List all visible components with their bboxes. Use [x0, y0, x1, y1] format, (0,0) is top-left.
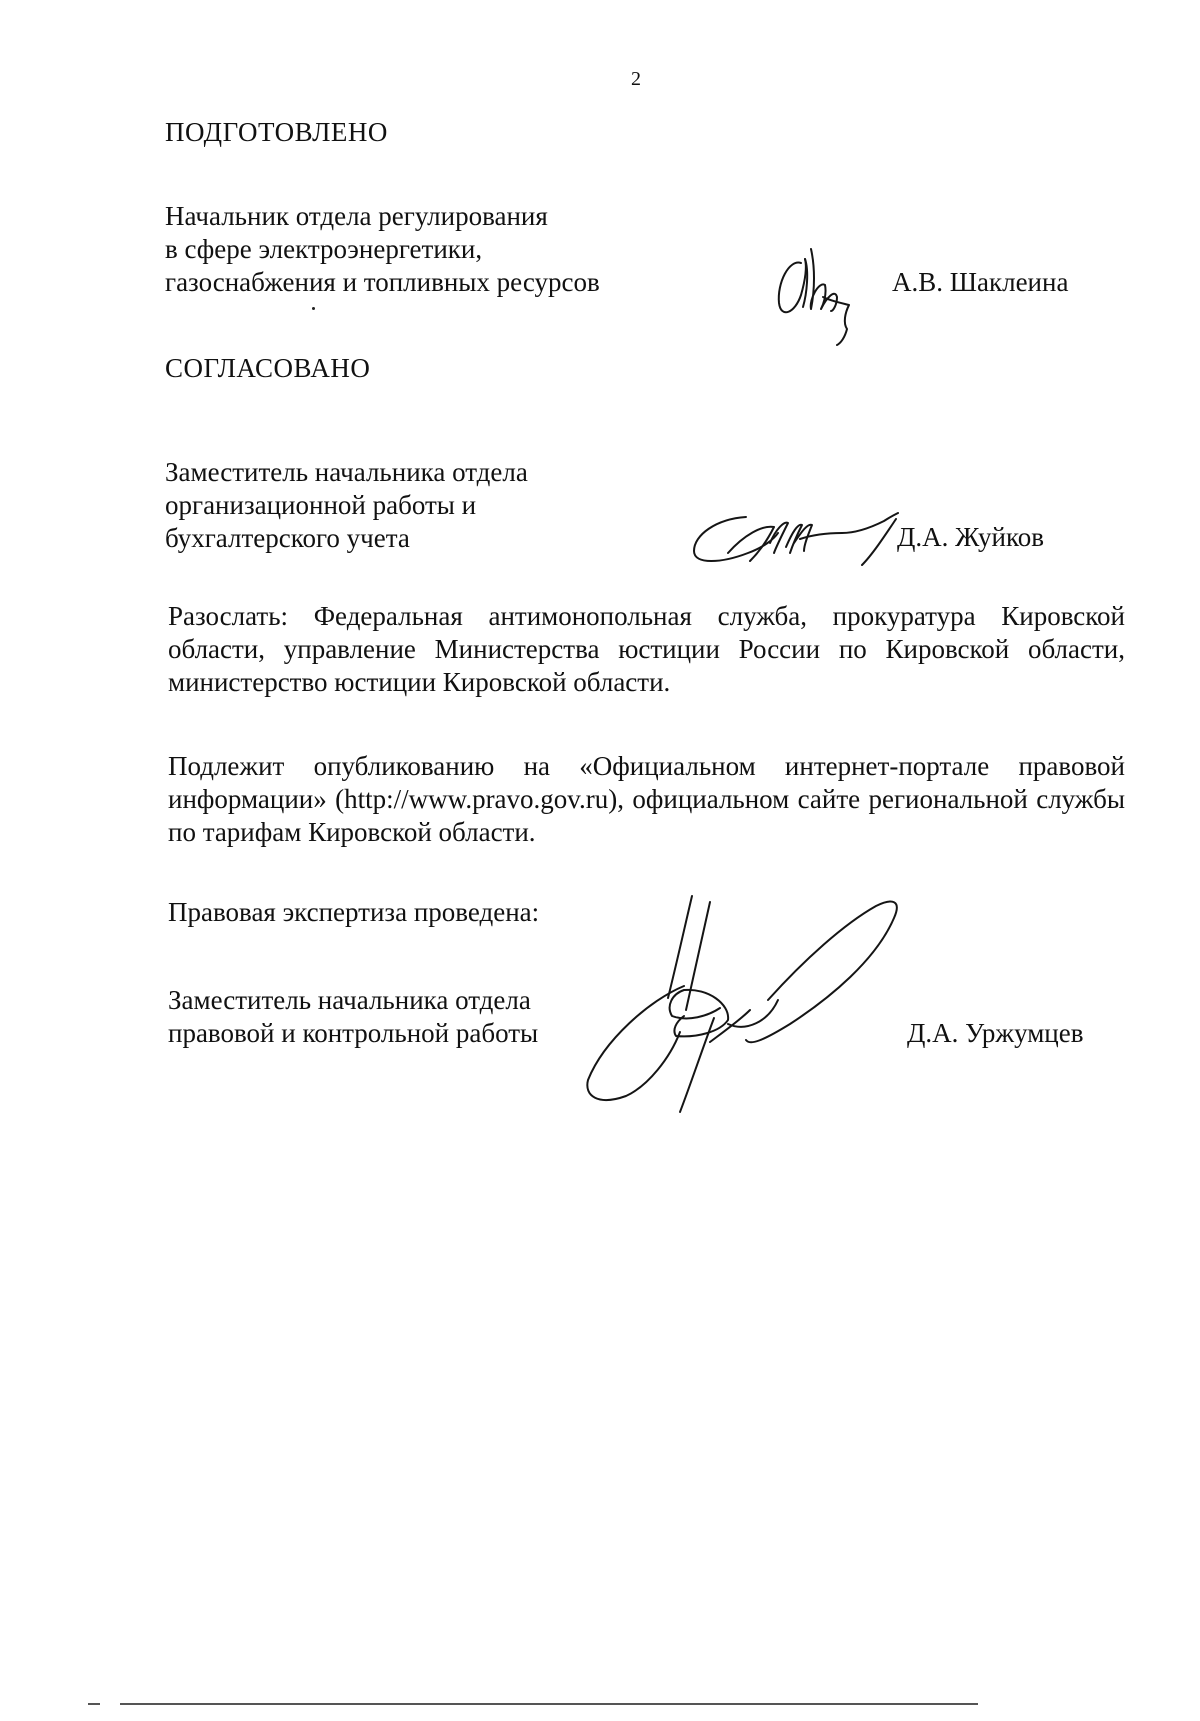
legal-review-position-line: Заместитель начальника отдела [168, 985, 531, 1015]
agreed-position-line: организационной работы и [165, 490, 477, 520]
distribution-text: Разослать: Федеральная антимонопольная служба, прокуратура Кировской области, управление Министерства юстиции России по Кировской области, министерство юстиции Кировской области. [168, 601, 1125, 697]
agreed-position-line: Заместитель начальника отдела [165, 457, 528, 487]
bottom-rule [120, 1703, 978, 1705]
signature-zhuikov [688, 503, 908, 573]
prepared-position [165, 200, 600, 299]
prepared-heading: ПОДГОТОВЛЕНО [165, 117, 388, 147]
legal-review-statement: Правовая экспертиза проведена: [168, 897, 540, 927]
prepared-position-line: газоснабжения и топливных ресурсов [165, 267, 600, 297]
signature-shakleina [775, 245, 875, 345]
legal-review-position [168, 984, 538, 1050]
legal-review-signatory-name: Д.А. Уржумцев [907, 1018, 1084, 1048]
agreed-position [165, 456, 528, 555]
page-number: 2 [631, 68, 641, 90]
legal-review-position-line: правовой и контрольной работы [168, 1018, 539, 1048]
signature-urzhumtsev [580, 890, 920, 1120]
agreed-heading: СОГЛАСОВАНО [165, 353, 371, 383]
bottom-rule-fragment [88, 1703, 100, 1705]
publication-text: Подлежит опубликованию на «Официальном интернет-портале правовой информации» (http://www.pravo.gov.ru), официальном сайте региональной службы по тарифам Кировской области. [168, 751, 1125, 847]
prepared-signatory-name: А.В. Шаклеина [892, 267, 1069, 297]
prepared-position-line: Начальник отдела регулирования [165, 201, 548, 231]
prepared-position-line: в сфере электроэнергетики, [165, 234, 483, 264]
agreed-position-line: бухгалтерского учета [165, 523, 410, 553]
agreed-signatory-name: Д.А. Жуйков [897, 522, 1044, 552]
stray-dot [312, 307, 315, 310]
